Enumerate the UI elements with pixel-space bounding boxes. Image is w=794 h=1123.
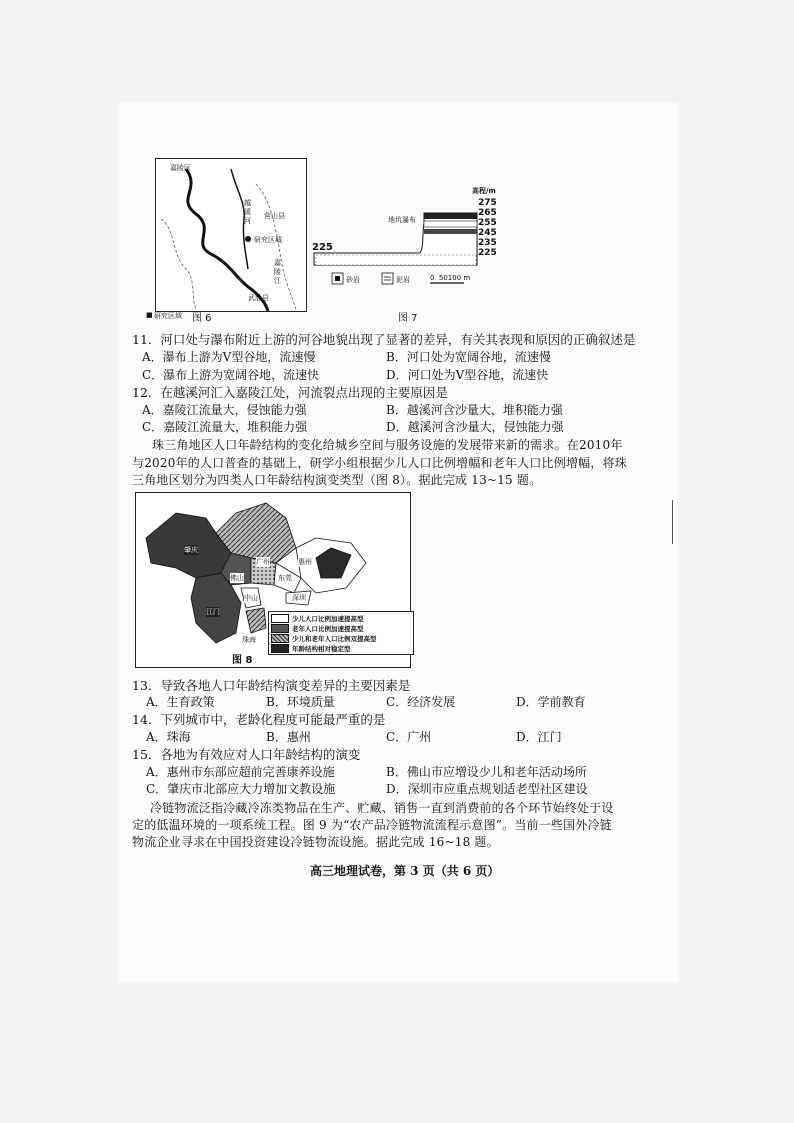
q12-option-d: D．越溪河含沙量大，侵蚀能力强 xyxy=(386,420,564,434)
legend-swatch-white xyxy=(271,614,289,623)
waterfall-label: 地坑瀑布 xyxy=(388,216,416,224)
question-14-stem: 14．下列城市中，老龄化程度可能最严重的是 xyxy=(132,712,386,727)
legend-label: 年龄结构相对稳定型 xyxy=(292,644,351,653)
intro-13-line-1: 珠三角地区人口年龄结构的变化给城乡空间与服务设施的发展带来新的需求。在2010年 xyxy=(152,438,623,452)
q11-option-c: C．瀑布上游为宽阔谷地，流速快 xyxy=(142,368,320,382)
question-13-stem: 13．导致各地人口年龄结构演变差异的主要因素是 xyxy=(132,678,411,693)
q11-option-a: A．瀑布上游为V型谷地，流速慢 xyxy=(142,350,316,364)
elevation-tick: 235 xyxy=(478,238,497,248)
figure-6-map xyxy=(155,158,307,312)
question-15-stem: 15．各地为有效应对人口年龄结构的演变 xyxy=(132,747,361,762)
page-footer: 高三地理试卷，第 3 页（共 6 页） xyxy=(310,864,500,878)
left-elevation-label: 225 xyxy=(312,242,333,253)
label-study-area-city: 研究区城 xyxy=(254,236,282,244)
city-dongguan: 东莞 xyxy=(278,574,292,582)
city-zhongshan: 中山 xyxy=(244,594,258,602)
elevation-tick: 245 xyxy=(478,228,497,238)
legend-item xyxy=(271,633,411,643)
legend-swatch-black xyxy=(271,644,289,653)
elevation-tick: 225 xyxy=(478,248,497,258)
q14-option-c: C．广州 xyxy=(386,730,432,744)
city-shenzhen: 深圳 xyxy=(292,594,306,602)
q14-option-b: B．惠州 xyxy=(266,730,311,744)
elevation-tick: 265 xyxy=(478,208,497,218)
legend-item xyxy=(271,643,411,653)
q14-option-d: D．江门 xyxy=(516,730,562,744)
figure-8-map xyxy=(135,492,411,668)
q13-option-a: A．生育政策 xyxy=(146,695,215,709)
city-zhaoqing: 肇庆 xyxy=(184,546,198,554)
question-11-stem: 11．河口处与瀑布附近上游的河谷地貌出现了显著的差异，有关其表现和原因的正确叙述是 xyxy=(132,332,636,347)
legend-item xyxy=(271,613,411,623)
q11-option-b: B．河口处为宽阔谷地，流速慢 xyxy=(386,350,551,364)
q12-option-c: C．嘉陵江流量大，堆积能力强 xyxy=(142,420,308,434)
legend-study-area-label: 研究区域 xyxy=(154,312,182,320)
q14-option-a: A．珠海 xyxy=(146,730,191,744)
river-map-svg xyxy=(156,159,306,311)
intro-13-line-3: 三角地区划分为四类人口年龄结构演变类型（图 8）。据此完成 13~15 题。 xyxy=(132,473,542,487)
q15-option-d: D．深圳市应重点规划适老型社区建设 xyxy=(386,782,588,796)
q13-option-c: C．经济发展 xyxy=(386,695,456,709)
elevation-tick: 255 xyxy=(478,218,497,228)
q15-option-b: B．佛山市应增设少儿和老年活动场所 xyxy=(386,765,587,779)
elevation-ticks xyxy=(478,198,497,258)
intro-16-line-3: 物流企业寻求在中国投资建设冷链物流设施。据此完成 16~18 题。 xyxy=(132,835,499,849)
city-jiangmen: 江门 xyxy=(206,608,220,616)
q15-option-a: A．惠州市东部应超前完善康养设施 xyxy=(146,765,335,779)
figure-8-legend xyxy=(268,611,414,655)
city-huizhou: 惠州 xyxy=(298,558,312,566)
label-wusheng-county: 武胜县 xyxy=(248,294,269,302)
q13-option-d: D．学前教育 xyxy=(516,695,586,709)
elevation-axis-label: 高程/m xyxy=(472,187,496,195)
intro-13-line-2: 与2020年的人口普查的基础上，研学小组根据少儿人口比例增幅和老年人口比例增幅，将珠 xyxy=(132,456,627,470)
mudstone-label: 泥岩 xyxy=(396,276,410,284)
city-foshan: 佛山 xyxy=(230,574,244,582)
page-edge-mark xyxy=(672,500,673,544)
label-jialing-river: 嘉陵江 xyxy=(274,259,281,285)
legend-label: 少儿人口比例加速提高型 xyxy=(292,614,364,623)
label-jialing-district: 嘉陵区 xyxy=(170,164,191,172)
intro-16-line-2: 定的低温环境的一项系统工程。图 9 为“农产品冷链物流流程示意图”。当前一些国外冷链 xyxy=(132,818,612,832)
legend-label: 少儿和老年人口比例双提高型 xyxy=(292,634,377,643)
question-12-stem: 12．在越溪河汇入嘉陵江处，河流裂点出现的主要原因是 xyxy=(132,385,448,400)
figure-6-caption: 图 6 xyxy=(192,313,212,324)
sandstone-label: 砂岩 xyxy=(346,276,360,284)
intro-16-line-1: 冷链物流泛指冷藏冷冻类物品在生产、贮藏、销售一直到消费前的各个环节始终处于设 xyxy=(150,801,614,815)
city-zhuhai: 珠海 xyxy=(242,636,256,644)
legend-label: 老年人口比例加速提高型 xyxy=(292,624,364,633)
elevation-tick: 275 xyxy=(478,198,497,208)
legend-item xyxy=(271,623,411,633)
q13-option-b: B．环境质量 xyxy=(266,695,335,709)
legend-swatch-gray xyxy=(271,624,289,633)
q12-option-a: A．嘉陵江流量大，侵蚀能力强 xyxy=(142,403,307,417)
label-yingshan-county: 营山县 xyxy=(264,212,285,220)
legend-swatch-hatch xyxy=(271,634,289,643)
figure-7-caption: 图 7 xyxy=(398,313,418,324)
label-yuexi-river: 越溪河 xyxy=(244,199,251,225)
figure-8-caption: 图 8 xyxy=(232,655,253,666)
q11-option-d: D．河口处为V型谷地，流速快 xyxy=(386,368,549,382)
city-guangzhou: 广州 xyxy=(256,558,270,566)
scale-bar-label: 0 50100 m xyxy=(430,274,471,282)
q12-option-b: B．越溪河含沙量大，堆积能力强 xyxy=(386,403,563,417)
legend-study-area-icon: ■ xyxy=(146,311,153,319)
q15-option-c: C．肇庆市北部应大力增加文教设施 xyxy=(146,782,336,796)
